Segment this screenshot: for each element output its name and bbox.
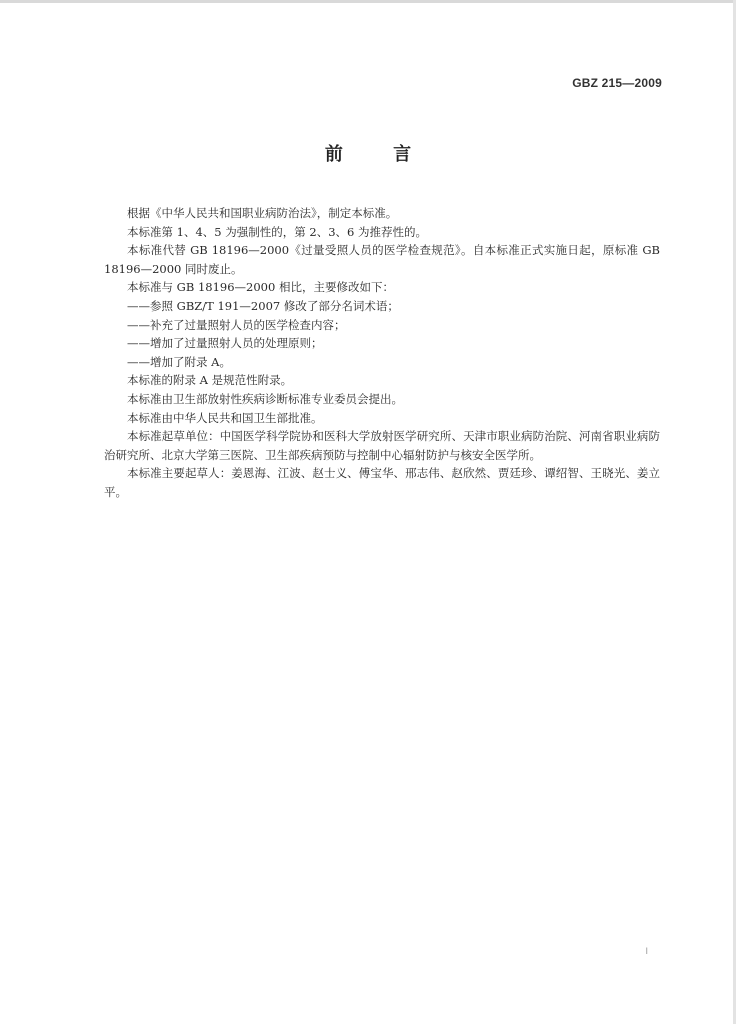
paragraph-basis: 根据《中华人民共和国职业病防治法》，制定本标准。 <box>127 206 398 220</box>
change-item-appendix: ——增加了附录 A。 <box>127 354 231 369</box>
paragraph-drafting-units: 本标准起草单位：中国医学科学院协和医科大学放射医学研究所、天津市职业病防治院、河南省职业病防治研究所、北京大学第三医院、卫生部疾病预防与控制中心辐射防护与核安全医学所。 <box>104 429 660 462</box>
standard-code: GBZ 215—2009 <box>572 76 662 90</box>
paragraph-replacement: 本标准代替 GB 18196—2000《过量受照人员的医学检查规范》。自本标准正式实施日起，原标准 GB 18196—2000 同时废止。 <box>104 243 660 276</box>
paragraph-appendix-normative: 本标准的附录 A 是规范性附录。 <box>127 373 293 388</box>
change-item-terms: ——参照 GBZ/T 191—2007 修改了部分名词术语； <box>127 298 399 313</box>
paragraph-approved-by: 本标准由中华人民共和国卫生部批准。 <box>127 410 323 425</box>
page-title: 前 言 <box>324 144 434 165</box>
body-text <box>104 204 660 502</box>
change-item-examination: ——补充了过量照射人员的医学检查内容； <box>127 317 346 332</box>
paragraph-drafters: 本标准主要起草人：姜恩海、江波、赵士义、傅宝华、邢志伟、赵欣然、贾廷珍、谭绍智、王晓光、姜立平。 <box>104 466 660 499</box>
scan-edge-top <box>0 0 736 3</box>
change-item-principles: ——增加了过量照射人员的处理原则； <box>127 336 323 351</box>
paragraph-proposed-by: 本标准由卫生部放射性疾病诊断标准专业委员会提出。 <box>127 391 403 406</box>
paragraph-mandatory-clauses: 本标准第 1、4、5 为强制性的，第 2、3、6 为推荐性的。 <box>127 224 428 239</box>
paragraph-changes-intro: 本标准与 GB 18196—2000 相比，主要修改如下： <box>127 280 394 295</box>
page-number: I <box>645 946 648 956</box>
